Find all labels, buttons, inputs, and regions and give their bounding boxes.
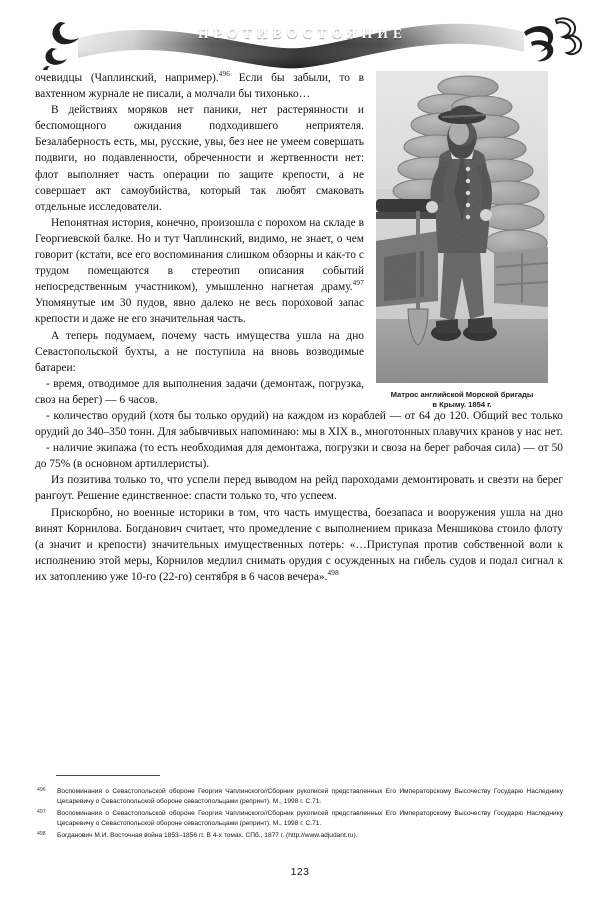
paragraph-text: Из позитива только то, что успели перед выводом на рейд пароходами демонтировать и свезти на берег рангоут. Решение единственное: спасти только то, что успеем.	[35, 474, 563, 503]
footnote-entry	[35, 809, 563, 828]
footnotes	[35, 787, 563, 844]
paragraph-text: В действиях моряков нет паники, нет растерянности и беспомощного ожидания подходившего неприятеля. Безалаберность есть, мы, русские, увы, без нее не умеем совершать подвиги, но подавленности, обреченности и жертвенности нет: флот выполняет часть операции по защите крепости, а не совершает акт самоубийства, который так любят смаковать отдельные исследователи.	[35, 104, 364, 213]
footnote-ref-498[interactable]: 498	[327, 569, 339, 578]
list-item-text: - время, отводимое для выполнения задачи (демонтаж, погрузка, своз на берег) — 6 часов.	[35, 377, 364, 406]
figure-caption-line-1: Матрос английской Морской бригады	[390, 390, 534, 399]
paragraph	[35, 505, 563, 585]
footnote-number: 496	[37, 787, 46, 793]
page-number: 123	[290, 866, 310, 878]
footnote-separator	[56, 775, 160, 776]
footnote-entry	[35, 787, 563, 806]
paragraph-text: очевидцы (Чаплинский, например).	[35, 72, 219, 84]
footnote-text: Воспоминания о Севастопольской обороне Георгия Чаплинского//Сборник рукописей представленных Его Императорскому Высочеству Государю Наследнику Цесаревичу о Севастопольской обороне севастопольцами (репринт). М., 1998 г. С.71.	[57, 788, 563, 805]
footnote-ref-497[interactable]: 497	[352, 279, 364, 288]
paragraph-text-cont: Если бы забыли, то в вахтенном журнале не писали, а молчали бы тихонько…	[35, 72, 365, 101]
body-text	[35, 70, 563, 585]
footnote-number: 498	[37, 831, 46, 838]
list-item	[35, 440, 563, 472]
illustration-wrap-spacer	[377, 70, 563, 395]
paragraph-text: А теперь подумаем, почему часть имущества ушла на дно Севастопольской бухты, а не поступила на вновь возводимые батареи:	[35, 329, 364, 374]
list-item-text: - количество орудий (хотя бы только орудий) на каждом из кораблей — от 64 до 120. Общий вес только орудий до 340–350 тонн. Для забывчивых напоминаю: мы в XIX в., многотонных плавучих кранов у нас нет.	[35, 409, 563, 439]
list-item	[35, 408, 563, 440]
footnote-ref-496[interactable]: 496	[218, 70, 231, 79]
figure-caption-line-2: в Крыму. 1854 г.	[432, 400, 492, 410]
paragraph-text: Непонятная история, конечно, произошла с порохом на складе в Георгиевской балке. Но и тут Чаплинский, видимо, не знает, о чем говорит (кстати, все его воспоминания слишком обзорны и как-то с трудом помещаются в стереотип описания событий непосредственным участником), умышленно нагнетая драму.	[35, 216, 364, 294]
paragraph-text: Прискорбно, но военные историки в том, что часть имущества, боезапаса и вооружения ушла на дно винят Корнилова. Богданович считает, что промедление с выполнением приказа Меншикова стоило флоту (а значит и крепости) значительных имущественных потерь: «…Приступая против собственной воли к исполнению этой меры, Корнилов медлил снимать орудия с осужденных на гибель судов и подал сигнал к их затоплению уже 10-го (22-го) сентября в 6 часов вечера».	[35, 506, 563, 583]
footnote-entry	[35, 831, 563, 841]
list-item-text: - наличие экипажа (то есть необходимая для демонтажа, погрузки и своза на берег рабочая сила) — от 50 до 75% (в основном артиллеристы).	[35, 442, 563, 471]
paragraph	[35, 472, 563, 504]
footnote-text: Богданович М.И. Восточная война 1853–1856 гг. В 4-х томах. СПб., 1877 г. (http://www.adjudant.ru).	[57, 832, 358, 840]
footnote-number: 497	[37, 809, 46, 816]
paragraph-text-cont: Упомянутые им 30 пудов, явно далеко не весь пороховой запас крепости и даже не его значительная часть.	[35, 297, 364, 326]
footnote-text: Воспоминания о Севастопольской обороне Георгия Чаплинского//Сборник рукописей представленных Его Императорскому Высочеству Государю Наследнику Цесаревичу о Севастопольской обороне севастопольцами (репринт). М., 1998 г. С.71.	[57, 810, 563, 827]
page-title: ПРОТИВОСТОЯНИЕ	[197, 26, 408, 41]
